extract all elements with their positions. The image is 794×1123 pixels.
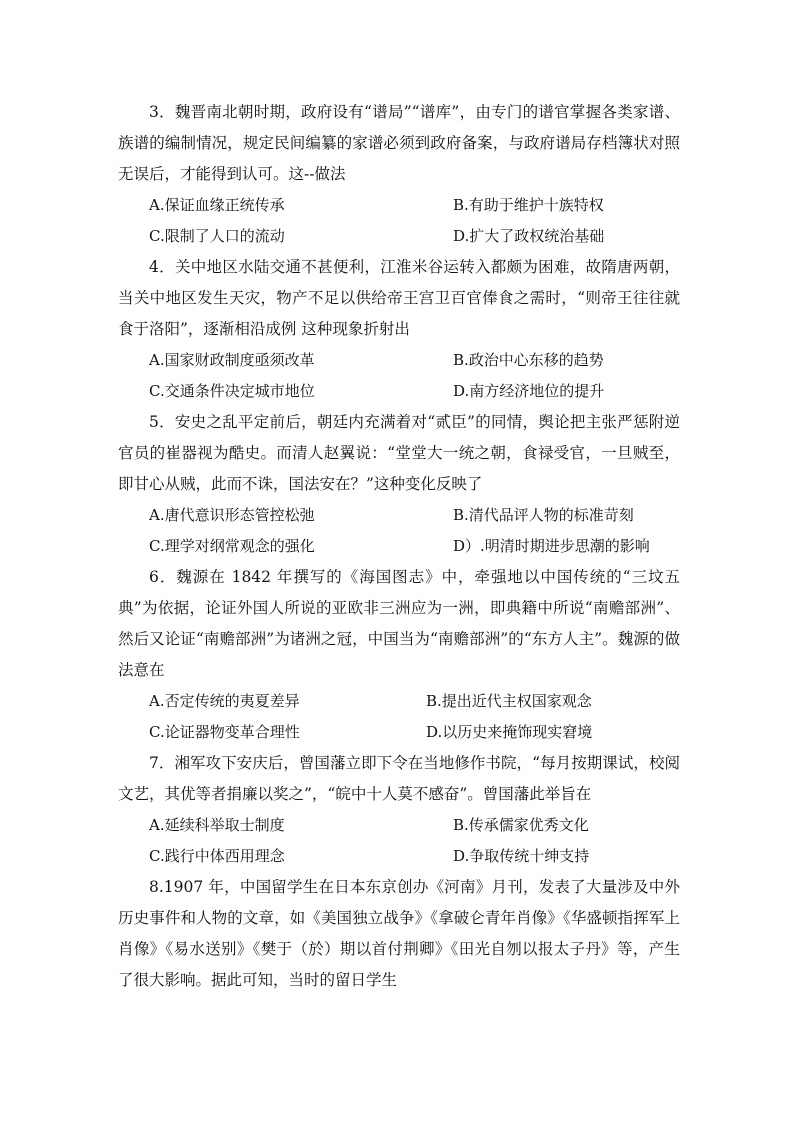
question-8 <box>118 872 680 996</box>
option-b: B.政治中心东移的趋势 <box>453 351 604 369</box>
question-7 <box>118 748 680 872</box>
option-a: A.唐代意识形态管控松弛 <box>149 506 315 524</box>
option-b: B.传承儒家优秀文化 <box>453 816 589 834</box>
question-6 <box>118 562 680 748</box>
option-c: C.限制了人口的流动 <box>149 227 285 245</box>
option-b: B.有助于维护十族特权 <box>453 196 604 214</box>
options-grid <box>118 190 680 252</box>
question-list <box>118 97 680 996</box>
question-stem: 4．关中地区水陆交通不甚便利，江淮米谷运转入都颇为困难，故隋唐两朝，当关中地区发生天灾，物产不足以供给帝王宫卫百官俸食之需时，“则帝王往往就食于洛阳”，逐渐相沿成例 这种现象折射出 <box>118 258 680 338</box>
option-a: A.保证血缘正统传承 <box>149 196 285 214</box>
question-3 <box>118 97 680 252</box>
option-d: D.以历史来掩饰现实窘境 <box>426 723 593 741</box>
question-4 <box>118 252 680 407</box>
options-grid <box>118 500 680 562</box>
option-a: A.国家财政制度亟须改革 <box>149 351 315 369</box>
option-d: D）.明清时期进步思潮的影响 <box>453 537 650 555</box>
question-stem: 6．魏源在 1842 年撰写的《海国图志》中，牵强地以中国传统的“三坟五典”为依据，论证外国人所说的亚欧非三洲应为一洲，即典籍中所说“南赡部洲”、然后又论证“南赡部洲”为诸洲之冠，中国当为“南赡部洲”的“东方人主”。魏源的做法意在 <box>118 568 680 679</box>
option-b: B.提出近代主权国家观念 <box>426 692 592 710</box>
option-d: D.扩大了政权统治基础 <box>453 227 605 245</box>
option-d: D.争取传统十绅支持 <box>453 847 590 865</box>
option-d: D.南方经济地位的提升 <box>453 382 605 400</box>
option-a: A.延续科举取士制度 <box>149 816 285 834</box>
options-grid <box>118 686 680 748</box>
option-a: A.否定传统的夷夏差异 <box>149 692 300 710</box>
option-b: B.清代品评人物的标准苛刻 <box>453 506 634 524</box>
option-c: C.理学对纲常观念的强化 <box>149 537 315 555</box>
question-stem: 3．魏晋南北朝时期，政府设有“谱局”“谱库”，由专门的谱官掌握各类家谱、族谱的编制情况，规定民间编纂的家谱必须到政府备案，与政府谱局存档簿状对照无误后，才能得到认可。这--做法 <box>118 103 680 183</box>
options-grid <box>118 345 680 407</box>
option-c: C.论证器物变革合理性 <box>149 723 300 741</box>
options-grid <box>118 810 680 872</box>
question-stem: 7．湘军攻下安庆后，曾国藩立即下令在当地修作书院，“每月按期课试，校阅文艺，其优等者捐廉以奖之”，“皖中十人莫不感奋”。曾国藩此举旨在 <box>118 754 680 803</box>
question-stem: 8.1907 年，中国留学生在日本东京创办《河南》月刊，发表了大量涉及中外历史事件和人物的文章，如《美国独立战争》《拿破仑青年肖像》《华盛顿指挥军上肖像》《易水送别》《樊于（於）期以首付荆卿》《田光自刎以报太子丹》等，产生了很大影响。据此可知，当时的留日学生 <box>118 878 680 989</box>
question-stem: 5．安史之乱平定前后，朝廷内充满着对“贰臣”的同情，舆论把主张严惩附逆官员的崔器视为酷史。而清人赵翼说：“堂堂大一统之朝，食禄受官，一旦贼至，即甘心从贼，此而不诛，国法安在？”这种变化反映了 <box>118 413 680 493</box>
option-c: C.交通条件决定城市地位 <box>149 382 315 400</box>
option-c: C.践行中体西用理念 <box>149 847 285 865</box>
question-5 <box>118 407 680 562</box>
